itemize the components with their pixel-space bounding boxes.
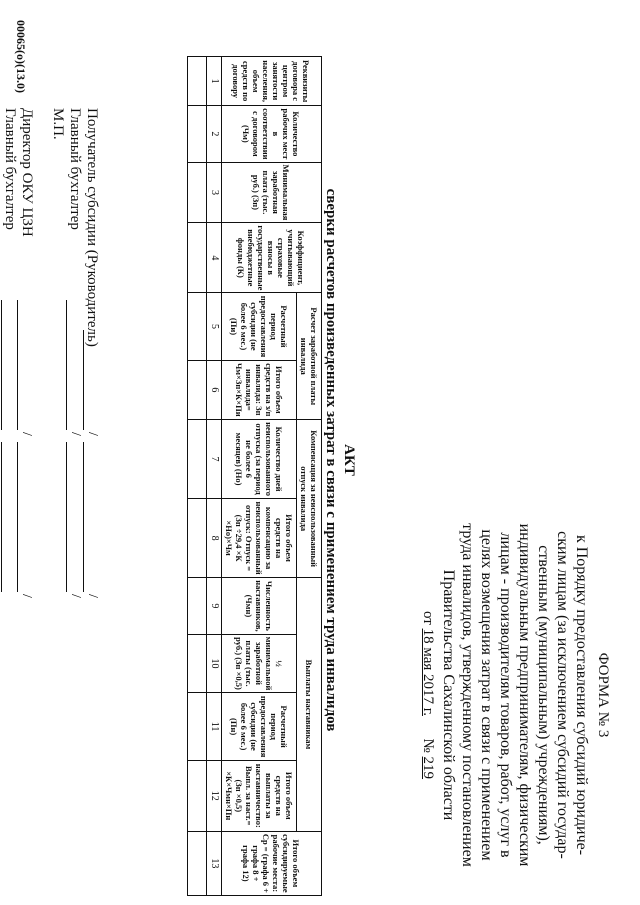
resolution-date-line <box>418 500 437 890</box>
table-row <box>188 57 207 896</box>
order-line-4: индивидуальным предпринимателям, физическим <box>516 523 533 867</box>
table-cell <box>188 57 207 106</box>
signature-separator: / <box>68 594 83 598</box>
col-wage-period: Расчетный период предоставления субсидии (не более 6 мес.) (Пи) <box>222 293 297 360</box>
table-cell <box>188 634 207 693</box>
resolution-number: 219 <box>420 756 436 780</box>
group-wage: Расчет заработной платы инвалида <box>297 293 322 420</box>
form-number: ФОРМА № 3 <box>595 652 611 738</box>
col-half-min-wage: ½ минимальной заработной платы (тыс. руб.) (Зп ×0,5) <box>222 634 297 693</box>
table-cell <box>188 693 207 760</box>
table-header-group-row <box>297 57 322 896</box>
number-prefix: № <box>420 738 436 753</box>
act-title <box>322 80 358 840</box>
col-wage-total: Итого объем средств на з/п инвалида: Зп инвалида= Чм×Зп×К×Пи <box>222 360 297 420</box>
column-number: 6 <box>207 360 222 420</box>
table-cell <box>188 106 207 162</box>
signature-separator: / <box>19 432 34 436</box>
signature-line <box>66 300 67 430</box>
signature-line <box>66 442 67 592</box>
signature-line <box>17 442 18 592</box>
column-number: 12 <box>207 760 222 831</box>
document-code: 00065(о)(13.0) <box>14 20 28 93</box>
signature-recipient: Получатель субсидии (Руководитель) <box>84 108 100 347</box>
order-line-7: труда инвалидов, утвержденному постановлением <box>459 523 476 867</box>
table-cell <box>188 293 207 360</box>
order-line-3: ственным (муниципальным) учреждениям), <box>535 545 552 845</box>
resolution-date: 18 мая 2017 г. <box>420 628 436 716</box>
col-min-wage: Минимальная заработная плата (тыс. руб.) (Зп) <box>222 162 322 223</box>
table-cell <box>188 360 207 420</box>
column-number: 10 <box>207 634 222 693</box>
column-number: 3 <box>207 162 222 223</box>
column-number: 11 <box>207 693 222 760</box>
column-number: 2 <box>207 106 222 162</box>
order-reference <box>418 500 612 890</box>
order-line-5: лицам - производителям товаров, работ, услуг в <box>497 532 514 858</box>
signature-line <box>83 442 84 592</box>
column-number: 13 <box>207 831 222 895</box>
column-number: 1 <box>207 57 222 106</box>
signature-separator: / <box>85 432 100 436</box>
col-contract-details: Реквизиты договора с центром занятости населения, объем средств по договору <box>222 57 322 106</box>
signature-line <box>1 300 2 430</box>
order-line-8: Правительства Сахалинской области <box>440 569 457 821</box>
table-cell <box>188 760 207 831</box>
col-mentor-total: Итого объем средств на выплаты за наставничество: Выпл. за наст.= (Зп ×0,5) ×К×Чмн×Пн <box>222 760 297 831</box>
table-cell <box>188 420 207 499</box>
reconciliation-table <box>187 56 322 896</box>
signature-accountant-2: Главный бухгалтер <box>2 108 18 230</box>
col-vacation-total: Итого объем средств на компенсацию за неиспользованный отпуск: Отпуск = (Зп ÷29,4 ×К ×Но)×Чм <box>222 498 297 577</box>
column-number-row <box>207 57 222 896</box>
signature-line <box>83 330 84 430</box>
seal-mark: М.П. <box>50 108 66 140</box>
date-prefix: от <box>420 610 436 625</box>
table-cell <box>188 498 207 577</box>
title-act: АКТ <box>341 444 357 476</box>
title-description: сверки расчетов произведенных затрат в связи с применением труда инвалидов <box>323 188 339 732</box>
signature-accountant-1: Главный бухгалтер <box>67 108 83 230</box>
order-line-1: к Порядку предоставления субсидий юридиче- <box>573 534 590 856</box>
signature-director: Директор ОКУ ЦЗН <box>19 108 35 237</box>
signature-separator: / <box>68 432 83 436</box>
table-cell <box>188 162 207 223</box>
table-cell <box>188 831 207 895</box>
table-cell <box>188 223 207 293</box>
column-number: 8 <box>207 498 222 577</box>
column-number: 7 <box>207 420 222 499</box>
group-mentor-payments: Выплаты наставникам <box>297 578 322 832</box>
signature-line <box>1 442 2 592</box>
col-total-subsidy: Итого объем субсидируемые рабочие места: Ср = (графа 6 + графа 8 + графа 12) <box>222 831 322 895</box>
table-cell <box>188 578 207 634</box>
signature-separator: / <box>85 594 100 598</box>
signature-separator: / <box>19 594 34 598</box>
col-mentor-count: Численность наставников, (Чмн) <box>222 578 297 634</box>
order-line-2: ским лицам (за исключением субсидий государ- <box>554 531 571 859</box>
column-number: 9 <box>207 578 222 634</box>
signature-block <box>1 108 100 628</box>
column-number: 5 <box>207 293 222 360</box>
col-mentor-period: Расчетный период предоставления субсидии (не более 6 мес.) (Пн) <box>222 693 297 760</box>
col-insurance-coef: Коэффициент, учитывающий страховые взносы в государственные внебюджетные фонды (К) <box>222 223 322 293</box>
column-number: 4 <box>207 223 222 293</box>
col-vacation-days: Количество дней неиспользованного отпуска (за период не более 6 месяцев) (Но) <box>222 420 297 499</box>
signature-line <box>17 300 18 430</box>
order-line-6: целях возмещения затрат в связи с применением <box>478 529 495 861</box>
group-vacation-comp: Компенсация за неиспользованный отпуск инвалида <box>297 420 322 578</box>
col-workplaces: Количество рабочих мест в соответствии с договором (Чм) <box>222 106 322 162</box>
